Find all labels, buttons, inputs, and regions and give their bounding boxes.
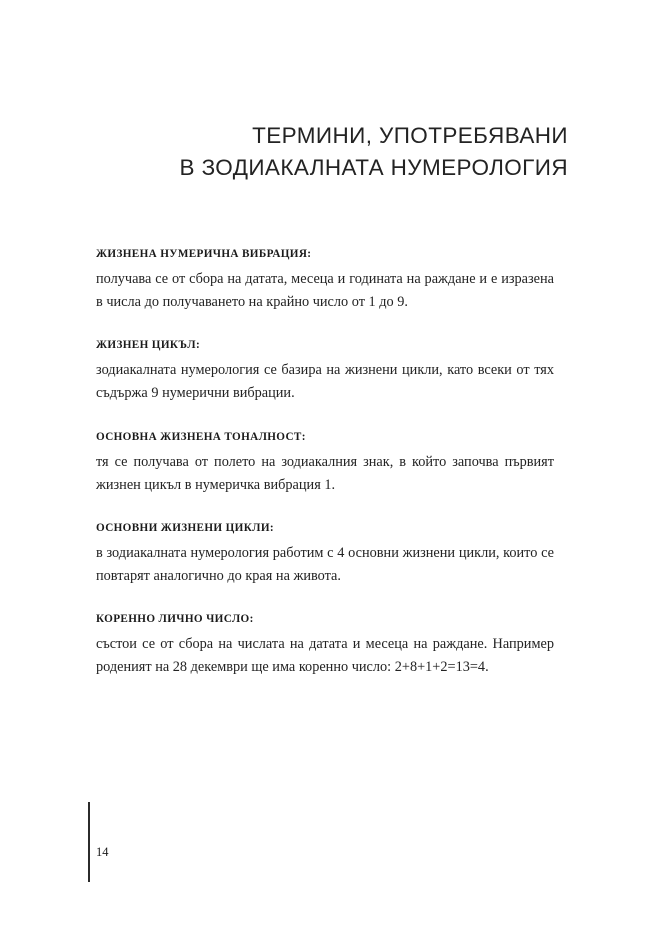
term-heading: ЖИЗНЕН ЦИКЪЛ:	[96, 339, 201, 352]
term-heading: ЖИЗНЕНА НУМЕРИЧНА ВИБРАЦИЯ:	[96, 248, 312, 260]
page-number: 14	[96, 845, 109, 859]
term-definition: състои се от сбора на числата на датата и месеца на раждане. Например роденият на 28 декември ще има коренно число: 2+8+1+2=13=4.	[96, 636, 554, 676]
term-entry	[96, 431, 554, 497]
term-definition: в зодиакалната нумерология работим с 4 основни жизнени цикли, които се повтарят аналогично до края на живота.	[96, 544, 554, 585]
term-entry	[96, 339, 554, 405]
term-heading: ОСНОВНИ ЖИЗНЕНИ ЦИКЛИ:	[96, 521, 274, 534]
page-title-line-1: ТЕРМИНИ, УПОТРЕБЯВАНИ	[252, 123, 568, 148]
term-entry	[96, 613, 554, 679]
term-entry	[96, 248, 554, 314]
term-heading: ОСНОВНА ЖИЗНЕНА ТОНАЛНОСТ:	[96, 430, 306, 443]
term-definition: тя се получава от полето на зодиакалния знак, в който започва първият жизнен цикъл в нумеричка вибрация 1.	[96, 453, 554, 493]
term-definition: получава се от сбора на датата, месеца и годината на раждане и е изразена в числа до получаването на крайно число от 1 до 9.	[96, 271, 554, 311]
terms-list	[96, 248, 554, 680]
footer-divider-rule	[88, 802, 90, 882]
page-title-line-2: В ЗОДИАКАЛНАТА НУМЕРОЛОГИЯ	[179, 154, 568, 180]
term-entry	[96, 522, 554, 588]
term-definition: зодиакалната нумерология се базира на жизнени цикли, като всеки от тях съдържа 9 нумерични вибрации.	[96, 362, 554, 402]
term-heading: КОРЕННО ЛИЧНО ЧИСЛО:	[96, 613, 254, 626]
page-title	[98, 120, 568, 184]
